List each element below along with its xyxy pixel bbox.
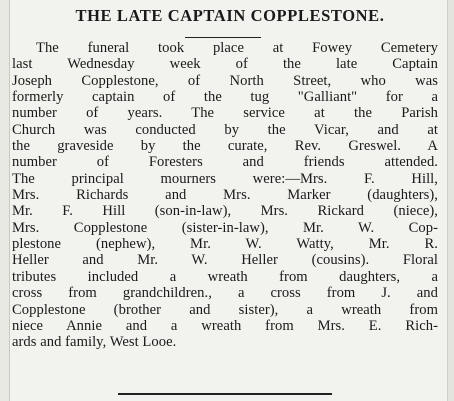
article-line: the graveside by the curate, Rev. Greswel. A [12,138,438,155]
article-line: Church was conducted by the Vicar, and at [12,121,438,138]
article-line: formerly captain of the tug "Galliant" for a [12,89,438,106]
article-line: The funeral took place at Fowey Cemetery [36,40,438,56]
article-line: cross from grandchildren., a cross from J. and [12,285,438,302]
article-line: The principal mourners were:—Mrs. F. Hill, [12,170,438,187]
article-body [12,40,438,351]
article-line: tributes included a wreath from daughters, a [12,268,438,285]
article-line: Mr. F. Hill (son-in-law), Mrs. Rickard (niece), [12,203,438,220]
article-line: Joseph Copplestone, of North Street, who was [12,72,438,89]
headline-rule [185,37,261,38]
article-line: ards and family, West Looe. [12,334,177,351]
article-line: last Wednesday week of the late Captain [12,56,438,73]
article-line: niece Annie and a wreath from Mrs. E. Rich- [12,317,438,334]
article-line: plestone (nephew), Mr. W. Watty, Mr. R. [12,236,438,253]
article-line: Copplestone (brother and sister), a wreath from [12,301,438,318]
article-line: number of years. The service at the Parish [12,105,438,122]
article-line: Mrs. Richards and Mrs. Marker (daughters), [12,187,438,204]
article-end-rule [118,393,332,395]
article-line: number of Foresters and friends attended. [12,154,438,171]
article-headline: THE LATE CAPTAIN COPPLESTONE. [75,6,385,25]
clipping-right-edge [447,0,454,401]
article-line: Heller and Mr. W. Heller (cousins). Floral [12,252,438,269]
article-line: Mrs. Copplestone (sister-in-law), Mr. W. Cop- [12,219,438,236]
clipping-left-edge [0,0,10,401]
